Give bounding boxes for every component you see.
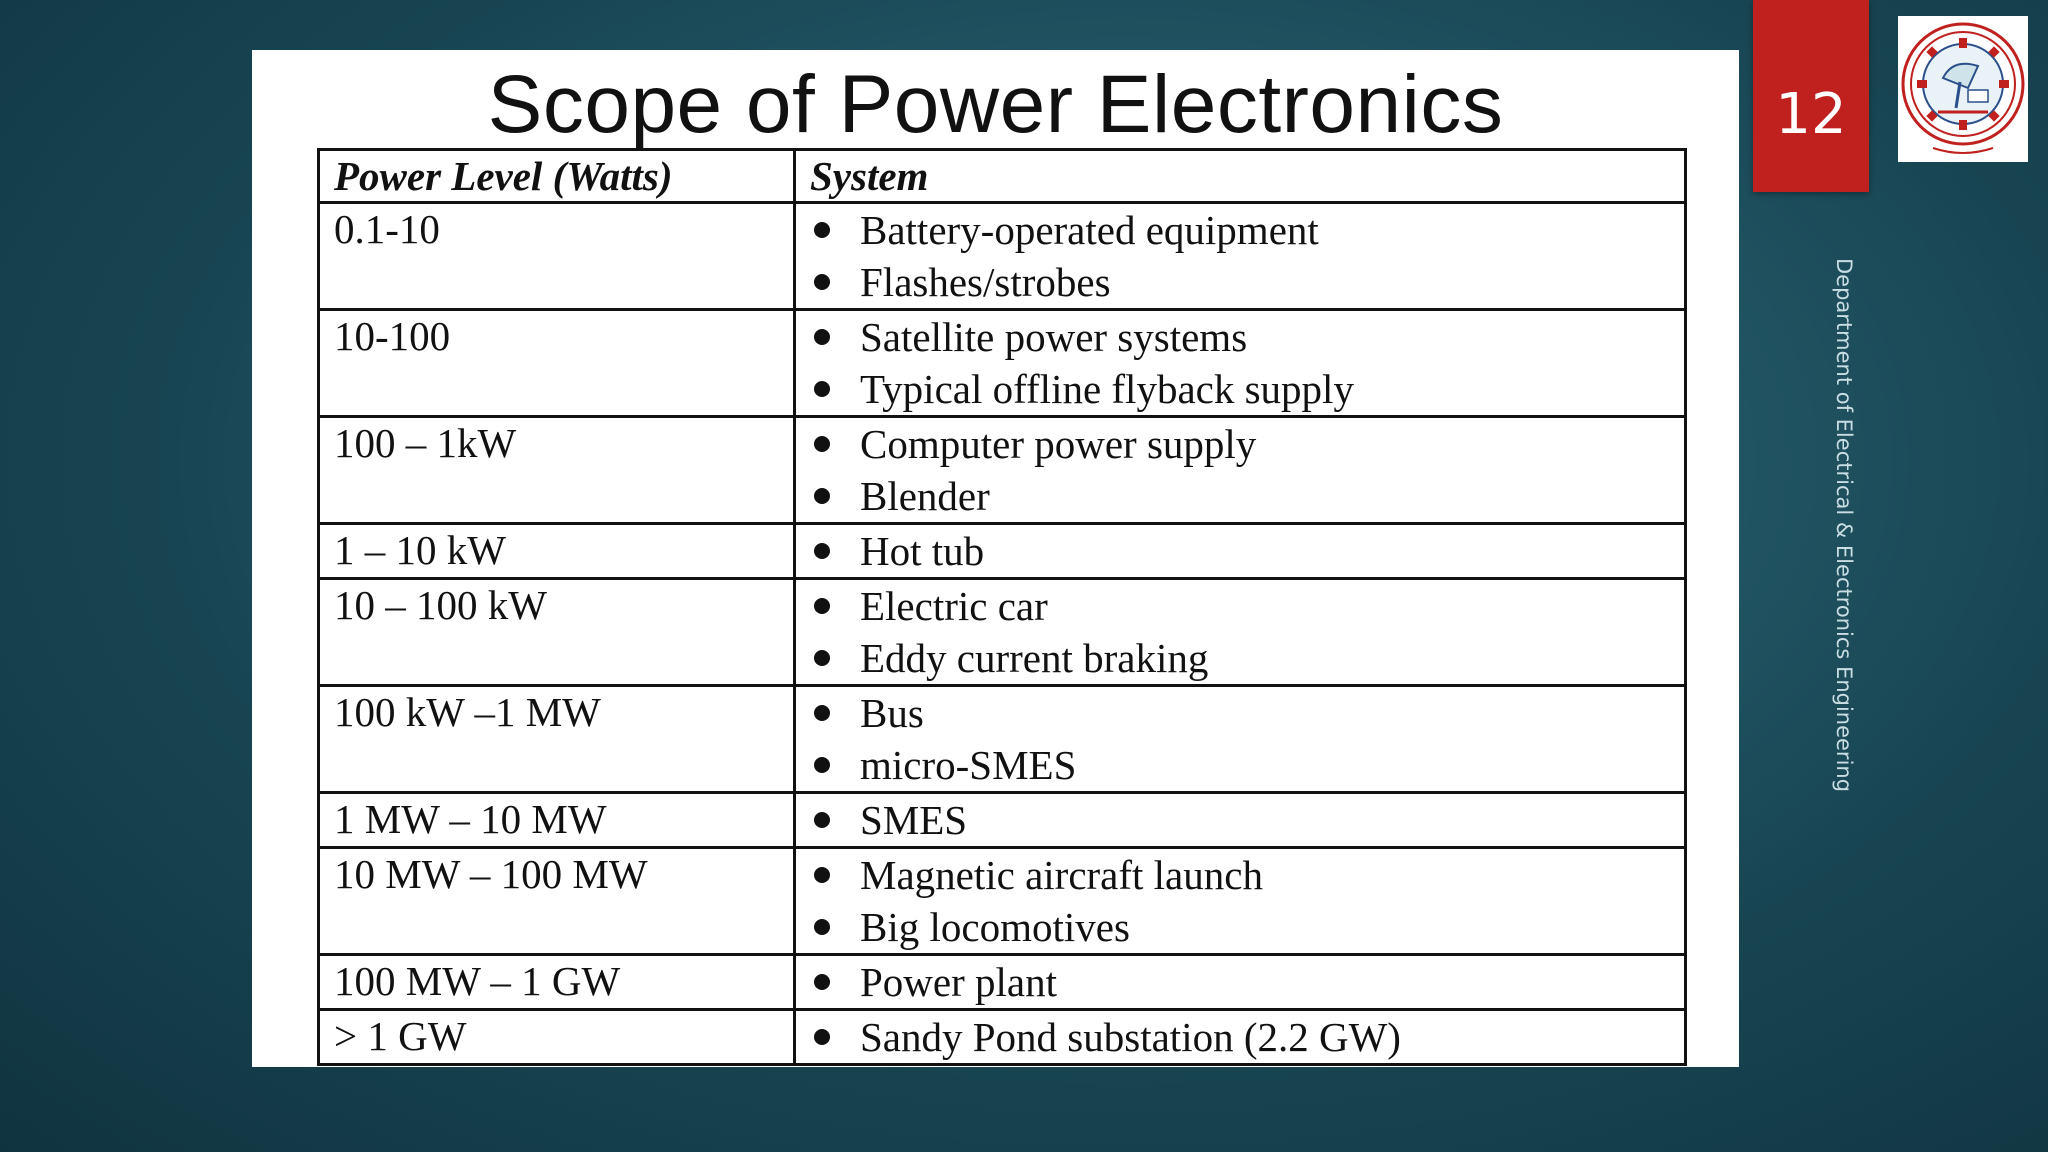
list-item	[810, 256, 1684, 308]
college-emblem-icon	[1898, 16, 2028, 162]
list-item	[810, 204, 1684, 256]
table-row	[319, 579, 1686, 686]
list-item	[810, 632, 1684, 684]
bullet-icon	[814, 650, 830, 666]
list-item	[810, 1011, 1684, 1063]
bullet-icon	[814, 543, 830, 559]
system-label: Hot tub	[860, 528, 985, 574]
slide-content-image	[252, 50, 1739, 1067]
table-row	[319, 793, 1686, 848]
list-item	[810, 849, 1684, 901]
power-level-cell: > 1 GW	[319, 1010, 795, 1065]
system-label: Electric car	[860, 583, 1048, 629]
power-level-cell: 0.1-10	[319, 203, 795, 310]
system-label: Battery-operated equipment	[860, 207, 1319, 253]
header-power-level: Power Level (Watts)	[319, 150, 795, 203]
system-cell	[795, 203, 1686, 310]
table-row	[319, 310, 1686, 417]
bullet-icon	[814, 488, 830, 504]
bullet-icon	[814, 919, 830, 935]
table-row	[319, 848, 1686, 955]
bullet-icon	[814, 974, 830, 990]
list-item	[810, 739, 1684, 791]
power-level-cell: 10 MW – 100 MW	[319, 848, 795, 955]
table-row	[319, 524, 1686, 579]
power-levels-table	[317, 148, 1687, 1066]
list-item	[810, 794, 1684, 846]
list-item	[810, 956, 1684, 1008]
slide-title: Scope of Power Electronics	[487, 59, 1504, 150]
bullet-icon	[814, 329, 830, 345]
bullet-icon	[814, 222, 830, 238]
power-level-cell: 1 – 10 kW	[319, 524, 795, 579]
bullet-icon	[814, 598, 830, 614]
bullet-icon	[814, 705, 830, 721]
system-label: Satellite power systems	[860, 314, 1248, 360]
college-emblem-graphic	[1898, 16, 2028, 162]
system-label: Typical offline flyback supply	[860, 366, 1354, 412]
system-label: Blender	[860, 473, 990, 519]
system-label: Power plant	[860, 959, 1057, 1005]
system-label: Magnetic aircraft launch	[860, 852, 1263, 898]
system-cell	[795, 524, 1686, 579]
power-level-cell: 100 – 1kW	[319, 417, 795, 524]
bullet-icon	[814, 274, 830, 290]
power-level-cell: 100 MW – 1 GW	[319, 955, 795, 1010]
bullet-icon	[814, 381, 830, 397]
table-row	[319, 203, 1686, 310]
table-row	[319, 417, 1686, 524]
header-system: System	[795, 150, 1686, 203]
power-level-cell: 10-100	[319, 310, 795, 417]
table-row	[319, 686, 1686, 793]
power-level-cell: 100 kW –1 MW	[319, 686, 795, 793]
system-label: SMES	[860, 797, 968, 843]
system-cell	[795, 1010, 1686, 1065]
power-level-cell: 10 – 100 kW	[319, 579, 795, 686]
bullet-icon	[814, 1029, 830, 1045]
table-row	[319, 955, 1686, 1010]
list-item	[810, 418, 1684, 470]
system-label: Eddy current braking	[860, 635, 1209, 681]
table-row	[319, 1010, 1686, 1065]
system-label: Computer power supply	[860, 421, 1257, 467]
page-number-badge	[1753, 0, 1869, 192]
system-cell	[795, 686, 1686, 793]
power-level-cell: 1 MW – 10 MW	[319, 793, 795, 848]
list-item	[810, 525, 1684, 577]
system-label: Bus	[860, 690, 924, 736]
list-item	[810, 311, 1684, 363]
bullet-icon	[814, 867, 830, 883]
system-cell	[795, 579, 1686, 686]
system-cell	[795, 848, 1686, 955]
system-label: Big locomotives	[860, 904, 1130, 950]
bullet-icon	[814, 436, 830, 452]
system-cell	[795, 310, 1686, 417]
list-item	[810, 901, 1684, 953]
system-label: micro-SMES	[860, 742, 1077, 788]
page-number: 12	[1775, 82, 1847, 147]
list-item	[810, 580, 1684, 632]
bullet-icon	[814, 812, 830, 828]
system-label: Sandy Pond substation (2.2 GW)	[860, 1014, 1401, 1060]
system-label: Flashes/strobes	[860, 259, 1111, 305]
list-item	[810, 363, 1684, 415]
system-cell	[795, 417, 1686, 524]
bullet-icon	[814, 757, 830, 773]
system-cell	[795, 955, 1686, 1010]
department-footer: Department of Electrical & Electronics Engineering	[1832, 258, 1856, 793]
list-item	[810, 470, 1684, 522]
system-cell	[795, 793, 1686, 848]
list-item	[810, 687, 1684, 739]
